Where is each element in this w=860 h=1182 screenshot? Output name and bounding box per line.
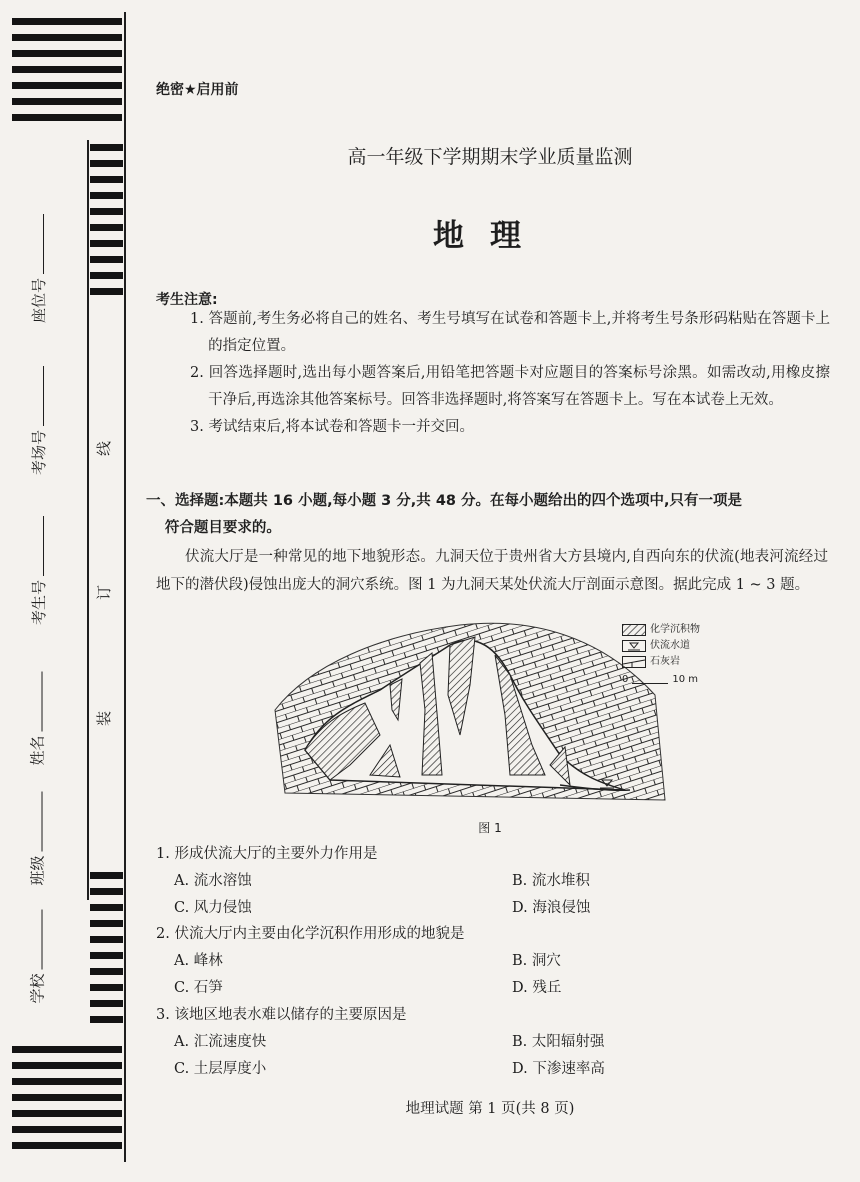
secret-label: 绝密★启用前 bbox=[156, 82, 239, 98]
question-2-option-a[interactable]: A. 峰林 bbox=[174, 953, 223, 969]
cut-mark-install: 装 bbox=[95, 710, 114, 727]
name-label: 姓名 bbox=[28, 735, 47, 766]
candidate-number-field[interactable] bbox=[28, 516, 49, 625]
cut-mark-line: 线 bbox=[95, 440, 114, 457]
question-2-option-c[interactable]: C. 石笋 bbox=[174, 980, 223, 996]
section-heading bbox=[146, 488, 830, 542]
binding-line bbox=[124, 12, 126, 1162]
candidate-number-label: 考生号 bbox=[30, 579, 49, 626]
name-field[interactable] bbox=[27, 671, 48, 765]
question-3-option-a[interactable]: A. 汇流速度快 bbox=[174, 1034, 267, 1050]
question-2-option-d[interactable]: D. 残丘 bbox=[512, 980, 562, 996]
notice-item: 1. 答题前,考生务必将自己的姓名、考生号填写在试卷和答题卡上,并将考生号条形码粘贴在答题卡上的指定位置。 bbox=[190, 311, 830, 354]
question-1-option-b[interactable]: B. 流水堆积 bbox=[512, 873, 590, 889]
legend-item-deposit bbox=[622, 622, 700, 638]
question-1-option-a[interactable]: A. 流水溶蚀 bbox=[174, 873, 252, 889]
class-label: 班级 bbox=[28, 855, 47, 886]
question-2-stem: 2. 伏流大厅内主要由化学沉积作用形成的地貌是 bbox=[156, 926, 465, 942]
legend-item-river bbox=[622, 638, 700, 654]
legend-label: 化学沉积物 bbox=[650, 624, 700, 635]
class-field[interactable] bbox=[27, 791, 48, 885]
question-3-option-c[interactable]: C. 土层厚度小 bbox=[174, 1061, 267, 1077]
legend-item-limestone bbox=[622, 654, 700, 670]
notice-item: 3. 考试结束后,将本试卷和答题卡一并交回。 bbox=[190, 419, 475, 435]
material-intro: 伏流大厅是一种常见的地下地貌形态。九洞天位于贵州省大方县境内,自西向东的伏流(地表河流经过地下的潜伏段)侵蚀出庞大的洞穴系统。图 1 为九洞天某处伏流大厅剖面示意图。据此完成 1 ~ 3 题。 bbox=[156, 549, 828, 593]
question-2-option-b[interactable]: B. 洞穴 bbox=[512, 953, 561, 969]
section-heading-line1: 一、选择题:本题共 16 小题,每小题 3 分,共 48 分。在每小题给出的四个选项中,只有一项是 bbox=[146, 493, 743, 509]
scale-bar bbox=[622, 672, 700, 688]
legend-label: 石灰岩 bbox=[650, 656, 680, 667]
question-1-option-d[interactable]: D. 海浪侵蚀 bbox=[512, 900, 591, 916]
figure-legend bbox=[622, 622, 700, 688]
question-3-option-b[interactable]: B. 太阳辐射强 bbox=[512, 1034, 605, 1050]
top-barcode bbox=[12, 12, 122, 132]
lower-side-barcode bbox=[90, 868, 123, 1028]
exam-title: 高一年级下学期期末学业质量监测 bbox=[347, 146, 633, 168]
page-footer: 地理试题 第 1 页(共 8 页) bbox=[405, 1101, 575, 1117]
cut-mark-bind: 订 bbox=[95, 584, 114, 601]
cave-profile-figure bbox=[270, 615, 670, 815]
scale-label: 10 m bbox=[672, 674, 699, 685]
school-field[interactable] bbox=[27, 909, 48, 1003]
notice-item: 2. 回答选择题时,选出每小题答案后,用铅笔把答题卡对应题目的答案标号涂黑。如需改动,用橡皮擦干净后,再选涂其他答案标号。回答非选择题时,将答案写在答题卡上。写在本试卷上无效。 bbox=[190, 365, 830, 408]
seat-number-label: 座位号 bbox=[30, 277, 49, 324]
question-3-stem: 3. 该地区地表水难以储存的主要原因是 bbox=[156, 1007, 407, 1023]
exam-room-label: 考场号 bbox=[30, 429, 49, 476]
question-3-option-d[interactable]: D. 下渗速率高 bbox=[512, 1061, 605, 1077]
question-1-option-c[interactable]: C. 风力侵蚀 bbox=[174, 900, 252, 916]
figure-caption: 图 1 bbox=[478, 821, 502, 835]
notice-list bbox=[190, 306, 830, 441]
subject-title: 地理 bbox=[433, 218, 547, 254]
school-label: 学校 bbox=[28, 973, 47, 1004]
scale-zero: 0 bbox=[622, 674, 629, 685]
question-1-stem: 1. 形成伏流大厅的主要外力作用是 bbox=[156, 846, 378, 862]
notice-heading: 考生注意: bbox=[156, 292, 218, 308]
exam-room-field[interactable] bbox=[28, 366, 49, 475]
section-heading-line2: 符合题目要求的。 bbox=[164, 520, 281, 536]
legend-label: 伏流水道 bbox=[650, 640, 690, 651]
